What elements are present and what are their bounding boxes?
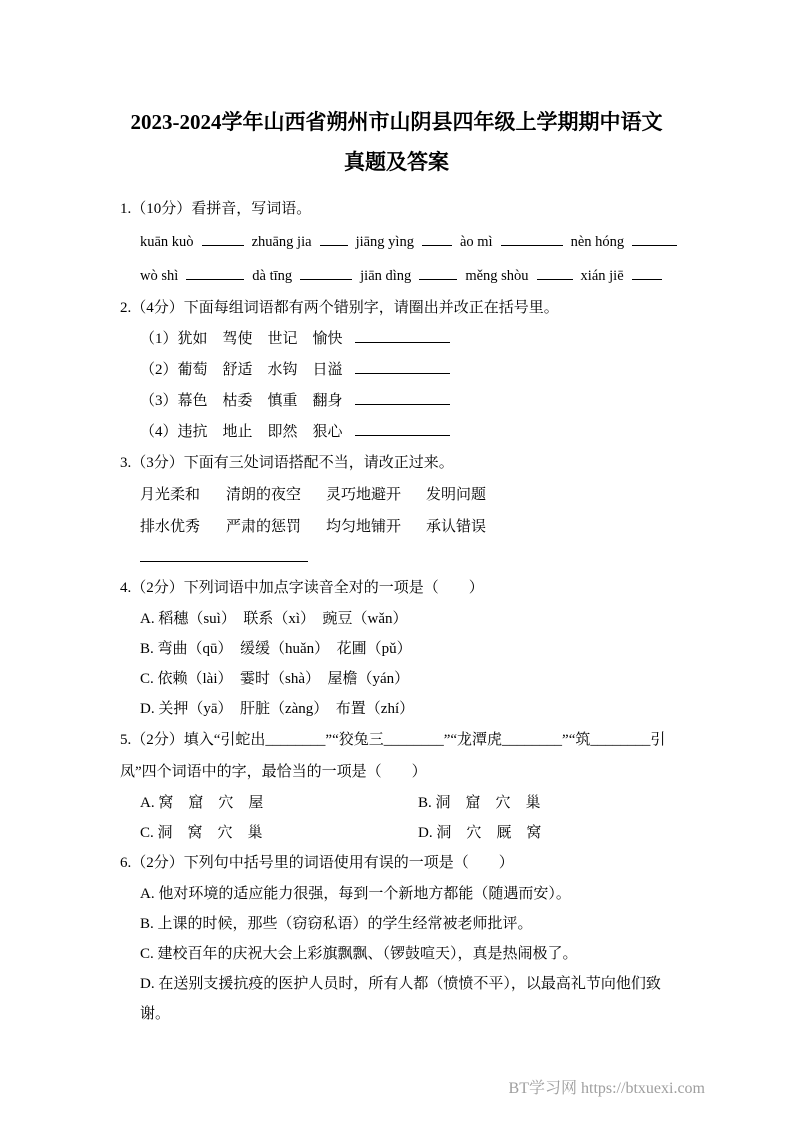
pinyin-word: ào mì [459,234,493,250]
answer-blank [355,329,450,343]
word-group: （3）幕色 枯委 慎重 翻身 [140,393,343,409]
answer-blank [501,232,563,246]
phrase: 承认错误 [426,519,487,535]
question-2 [120,293,673,448]
question-5-option-c: C. 洞 窝 穴 巢 [140,825,263,841]
answer-blank [632,266,662,280]
phrase: 发明问题 [426,487,487,503]
question-4 [120,573,673,724]
pinyin-row-2 [120,259,673,293]
word-group: （2）葡萄 舒适 水钩 日溢 [140,362,343,378]
question-6 [120,848,673,1029]
question-4-option-b: B. 弯曲（qū） 缓缓（huǎn） 花圃（pǔ） [140,641,412,657]
answer-blank [355,360,450,374]
question-6-option-c: C. 建校百年的庆祝大会上彩旗飘飘、（锣鼓喧天），真是热闹极了。 [140,946,578,962]
question-2-stem: 2.（4分）下面每组词语都有两个错别字，请圈出并改正在括号里。 [120,300,559,316]
question-6-option-b: B. 上课的时候，那些（窃窃私语）的学生经常被老师批评。 [140,916,533,932]
pinyin-word: xián jiē [580,268,624,284]
pinyin-word: nèn hóng [570,234,625,250]
pinyin-word: wò shì [140,268,179,284]
answer-blank [186,266,244,280]
question-5-option-b: B. 洞 窟 穴 巢 [418,795,541,811]
answer-blank [422,232,452,246]
question-5-options [120,788,673,848]
pinyin-row-1 [120,225,673,259]
question-3-answer-line [120,543,673,573]
question-3 [120,448,673,573]
phrase: 严肃的惩罚 [226,519,302,535]
phrase: 清朗的夜空 [226,487,302,503]
question-1-stem: 1.（10分）看拼音，写词语。 [120,201,312,217]
question-3-stem: 3.（3分）下面有三处词语搭配不当，请改正过来。 [120,455,454,471]
answer-blank [320,232,348,246]
question-5-stem: 5.（2分）填入“引蛇出________”“狡兔三________”“龙潭虎________”“筑________引凤”四个词语中的字，最恰当的一项是（ ） [120,732,666,780]
question-5 [120,724,673,848]
phrase: 均匀地铺开 [326,519,402,535]
question-5-option-d: D. 洞 穴 厩 窝 [418,825,542,841]
answer-blank [355,391,450,405]
site-watermark: BT学习网 https://btxuexi.com [508,1080,705,1097]
question-6-option-d: D. 在送别支援抗疫的医护人员时，所有人都（愤愤不平），以最高礼节向他们致谢。 [140,976,661,1022]
phrase: 月光柔和 [140,487,201,503]
word-group: （1）犹如 驾使 世记 愉快 [140,331,343,347]
question-3-row-1 [120,479,673,511]
answer-blank [537,266,573,280]
answer-blank [632,232,677,246]
question-1 [120,194,673,293]
pinyin-word: zhuāng jia [251,234,312,250]
question-2-item [120,355,673,386]
question-2-item [120,386,673,417]
question-4-option-c: C. 依赖（lài） 霎时（shà） 屋檐（yán） [140,671,410,687]
question-3-row-2 [120,511,673,543]
question-6-option-a: A. 他对环境的适应能力很强，每到一个新地方都能（随遇而安）。 [140,886,571,902]
question-6-stem: 6.（2分）下列句中括号里的词语使用有误的一项是（ ） [120,855,514,871]
page-title [120,102,673,182]
question-2-item [120,417,673,448]
question-4-option-d: D. 关押（yā） 肝脏（zàng） 布置（zhí） [140,701,415,717]
pinyin-word: jiāng yìng [355,234,414,250]
question-2-item [120,324,673,355]
answer-blank [300,266,352,280]
title-line-1: 2023-2024学年山西省朔州市山阴县四年级上学期期中语文 [130,110,663,134]
answer-blank [140,548,308,562]
phrase: 排水优秀 [140,519,201,535]
answer-blank [355,422,450,436]
pinyin-word: dà tīng [252,268,293,284]
question-5-option-a: A. 窝 窟 穴 屋 [140,795,264,811]
question-4-option-a: A. 稻穗（suì） 联系（xì） 豌豆（wǎn） [140,611,408,627]
question-4-stem: 4.（2分）下列词语中加点字读音全对的一项是（ ） [120,580,484,596]
answer-blank [202,232,244,246]
phrase: 灵巧地避开 [326,487,402,503]
word-group: （4）违抗 地止 即然 狠心 [140,424,343,440]
pinyin-word: měng shòu [465,268,529,284]
pinyin-word: jiān dìng [360,268,412,284]
answer-blank [419,266,457,280]
pinyin-word: kuān kuò [140,234,194,250]
title-line-2: 真题及答案 [344,150,449,174]
